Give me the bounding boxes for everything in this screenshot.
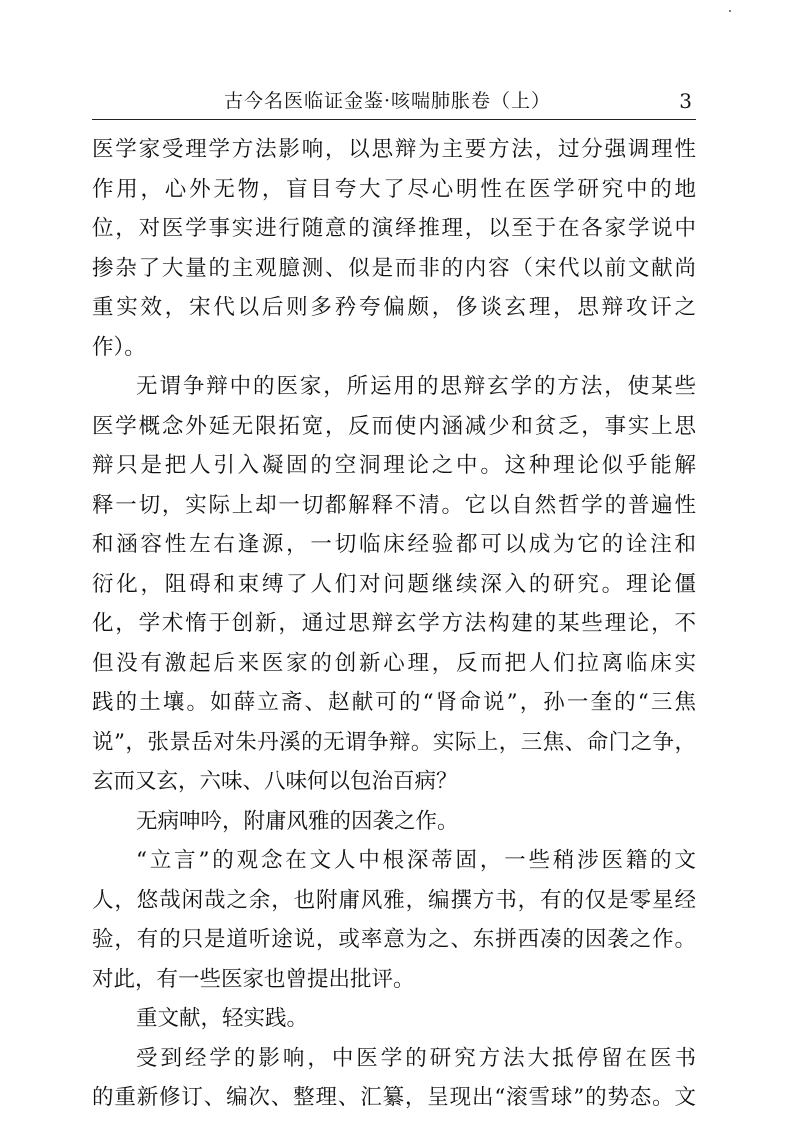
body-text bbox=[92, 130, 696, 1118]
page-number: 3 bbox=[679, 89, 692, 113]
text-line: 无病呻吟，附庸风雅的因袭之作。 bbox=[136, 808, 459, 834]
text-line: 掺杂了大量的主观臆测、似是而非的内容（宋代以前文献尚 bbox=[92, 255, 696, 281]
text-line: 的重新修订、编次、整理、汇纂，呈现出“滚雪球”的势态。文 bbox=[92, 1085, 696, 1110]
text-line: 但没有激起后来医家的创新心理，反而把人们拉离临床实 bbox=[92, 650, 696, 676]
text-line: 辩只是把人引入凝固的空洞理论之中。这种理论似乎能解 bbox=[92, 453, 696, 478]
text-line: 医学概念外延无限拓宽，反而使内涵减少和贫乏，事实上思 bbox=[92, 413, 696, 439]
running-header bbox=[92, 88, 692, 118]
text-line: 无谓争辩中的医家，所运用的思辩玄学的方法，使某些 bbox=[136, 374, 696, 399]
text-line: 化，学术惰于创新，通过思辩玄学方法构建的某些理论，不 bbox=[92, 611, 696, 636]
text-line: 作用，心外无物，盲目夸大了尽心明性在医学研究中的地 bbox=[92, 176, 696, 202]
text-line: 衍化，阻碍和束缚了人们对问题继续深入的研究。理论僵 bbox=[92, 571, 696, 597]
text-line: 医学家受理学方法影响，以思辩为主要方法，过分强调理性 bbox=[92, 137, 696, 162]
text-line: 释一切，实际上却一切都解释不清。它以自然哲学的普遍性 bbox=[92, 492, 696, 518]
text-line: 玄而又玄，六味、八味何以包治百病？ bbox=[92, 769, 458, 794]
text-line: “立言”的观念在文人中根深蒂固，一些稍涉医籍的文 bbox=[136, 848, 696, 873]
text-line: 践的土壤。如薛立斋、赵献可的“肾命说”，孙一奎的“三焦 bbox=[92, 690, 696, 715]
text-line: 对此，有一些医家也曾提出批评。 bbox=[92, 966, 415, 992]
text-line: 重实效，宋代以后则多矜夸偏颇，侈谈玄理，思辩攻讦之 bbox=[92, 295, 696, 320]
text-line: 说”，张景岳对朱丹溪的无谓争辩。实际上，三焦、命门之争， bbox=[92, 729, 696, 755]
text-line: 受到经学的影响，中医学的研究方法大抵停留在医书 bbox=[136, 1045, 696, 1071]
text-line: 重文献，轻实践。 bbox=[136, 1006, 309, 1031]
text-line: 和涵容性左右逢源，一切临床经验都可以成为它的诠注和 bbox=[92, 532, 696, 557]
header-rule bbox=[92, 119, 696, 120]
scan-speck bbox=[729, 10, 731, 12]
text-line: 作）。 bbox=[92, 334, 146, 360]
text-line: 人，悠哉闲哉之余，也附庸风雅，编撰方书，有的仅是零星经 bbox=[92, 887, 696, 913]
running-title: 古今名医临证金鉴·咳喘肺胀卷（上） bbox=[224, 90, 552, 112]
text-line: 验，有的只是道听途说，或率意为之、东拼西凑的因袭之作。 bbox=[92, 927, 696, 952]
text-line: 位，对医学事实进行随意的演绎推理，以至于在各家学说中 bbox=[92, 216, 696, 241]
